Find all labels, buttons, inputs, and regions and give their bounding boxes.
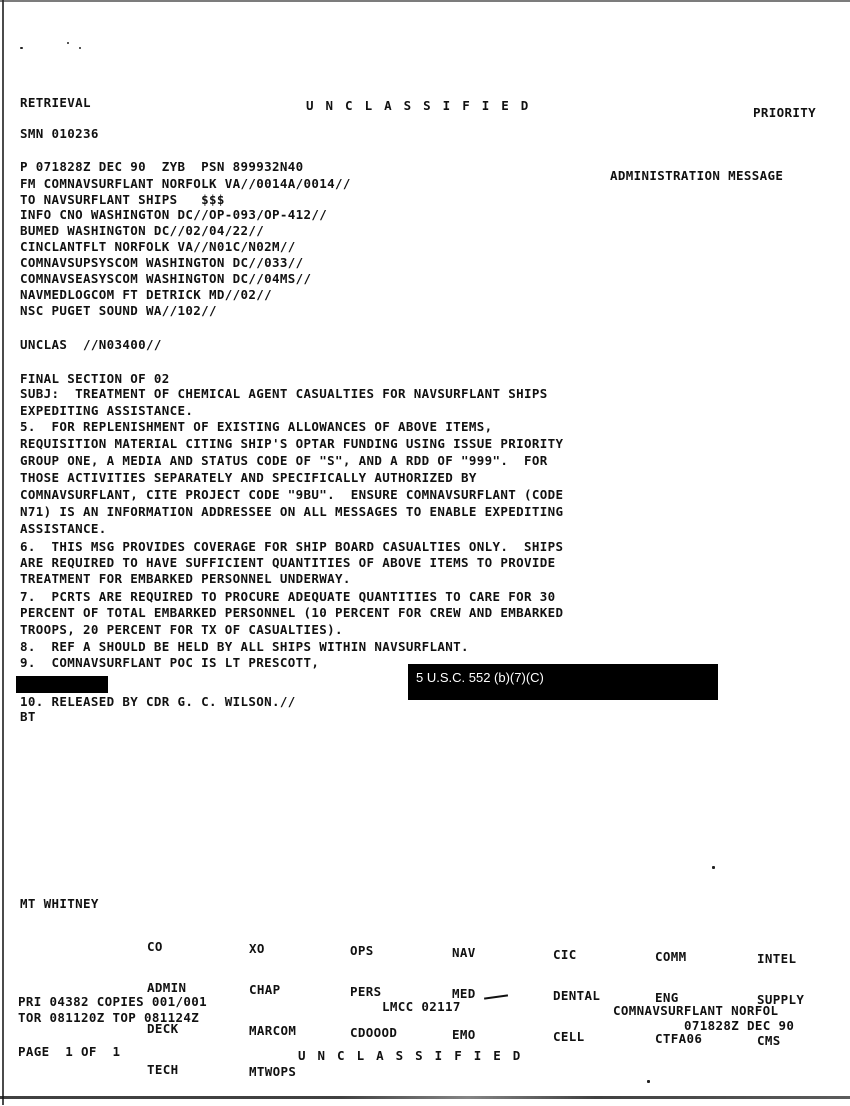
scan-speck (647, 1080, 650, 1083)
body-line: 8. REF A SHOULD BE HELD BY ALL SHIPS WITHIN NAVSURFLANT. (20, 639, 469, 654)
body-line: FINAL SECTION OF 02 (20, 371, 170, 386)
distribution-code: MTWOPS (249, 1063, 297, 1079)
distribution-ship: MT WHITNEY (20, 896, 99, 911)
bottom-scan-edge (0, 1096, 850, 1099)
distribution-code: INTEL (757, 951, 797, 967)
scan-speck (20, 47, 23, 49)
priority-copies-line: PRI 04382 COPIES 001/001 (18, 994, 208, 1009)
body-line: N71) IS AN INFORMATION ADDRESSEE ON ALL MESSAGES TO ENABLE EXPEDITING (20, 504, 564, 519)
classification-header: UNCLASSIFIED (306, 98, 541, 113)
distribution-code: OPS (350, 943, 374, 959)
distribution-column (553, 921, 600, 1071)
body-line: TREATMENT FOR EMBARKED PERSONNEL UNDERWAY. (20, 571, 351, 586)
unclas-line: UNCLAS //N03400// (20, 337, 162, 352)
body-line: ARE REQUIRED TO HAVE SUFFICIENT QUANTITIES OF ABOVE ITEMS TO PROVIDE (20, 555, 556, 570)
distribution-column (350, 917, 397, 1067)
body-line: ASSISTANCE. (20, 521, 107, 536)
distribution-code: CMS (757, 1032, 781, 1048)
top-border (0, 0, 850, 2)
distribution-column (655, 923, 702, 1073)
distribution-column (452, 919, 484, 1069)
distribution-code: CO (147, 939, 163, 955)
body-line: REQUISITION MATERIAL CITING SHIP'S OPTAR FUNDING USING ISSUE PRIORITY (20, 436, 564, 451)
body-line: TROOPS, 20 PERCENT FOR TX OF CASUALTIES). (20, 622, 343, 637)
retrieval-label: RETRIEVAL (20, 95, 91, 110)
routing-line: COMNAVSEASYSCOM WASHINGTON DC//04MS// (20, 271, 312, 286)
body-line: 6. THIS MSG PROVIDES COVERAGE FOR SHIP BOARD CASUALTIES ONLY. SHIPS (20, 539, 564, 554)
routing-line: FM COMNAVSURFLANT NORFOLK VA//0014A/0014// (20, 176, 351, 191)
body-line: 5. FOR REPLENISHMENT OF EXISTING ALLOWANCES OF ABOVE ITEMS, (20, 419, 493, 434)
body-line: COMNAVSURFLANT, CITE PROJECT CODE "9BU". ENSURE COMNAVSURFLANT (CODE (20, 487, 564, 502)
routing-line: INFO CNO WASHINGTON DC//OP-093/OP-412// (20, 207, 328, 222)
precedence-label: PRIORITY (753, 105, 817, 120)
body-line: PERCENT OF TOTAL EMBARKED PERSONNEL (10 PERCENT FOR CREW AND EMBARKED (20, 605, 564, 620)
tor-top-line: TOR 081120Z TOP 081124Z (18, 1010, 200, 1025)
serial-number: SMN 010236 (20, 126, 99, 141)
scan-speck (712, 866, 715, 869)
body-line: 7. PCRTS ARE REQUIRED TO PROCURE ADEQUATE QUANTITIES TO CARE FOR 30 (20, 589, 556, 604)
distribution-code: SUPPLY (757, 991, 805, 1007)
dtg-footer: 071828Z DEC 90 (684, 1018, 795, 1033)
routing-line: COMNAVSUPSYSCOM WASHINGTON DC//033// (20, 255, 304, 270)
distribution-code: ADMIN (147, 979, 187, 995)
body-line: 9. COMNAVSURFLANT POC IS LT PRESCOTT, (20, 655, 320, 670)
routing-line: NAVMEDLOGCOM FT DETRICK MD//02// (20, 287, 273, 302)
distribution-code: MARCOM (249, 1022, 297, 1038)
scan-speck (79, 47, 81, 49)
distribution-code: CELL (553, 1028, 585, 1044)
distribution-column (249, 915, 296, 1105)
body-line: THOSE ACTIVITIES SEPARATELY AND SPECIFICALLY AUTHORIZED BY (20, 470, 477, 485)
pen-mark (484, 994, 508, 999)
routing-line: TO NAVSURFLANT SHIPS $$$ (20, 192, 225, 207)
distribution-column (757, 925, 804, 1075)
distribution-code: CIC (553, 947, 577, 963)
distribution-code: PERS (350, 983, 382, 999)
body-line: EXPEDITING ASSISTANCE. (20, 403, 194, 418)
body-line: GROUP ONE, A MEDIA AND STATUS CODE OF "S", AND A RDD OF "999". FOR (20, 453, 548, 468)
distribution-code: DENTAL (553, 987, 601, 1003)
page-number: PAGE 1 OF 1 (18, 1044, 121, 1059)
distribution-code: EMO (452, 1026, 476, 1042)
message-type: ADMINISTRATION MESSAGE (610, 168, 784, 183)
distribution-code: CHAP (249, 981, 281, 997)
distribution-code: ENG (655, 989, 679, 1005)
break-marker: BT (20, 709, 36, 724)
body-line: SUBJ: TREATMENT OF CHEMICAL AGENT CASUALTIES FOR NAVSURFLANT SHIPS (20, 386, 548, 401)
redaction-exemption-label: 5 U.S.C. 552 (b)(7)(C) (416, 670, 544, 685)
distribution-code: MED (452, 985, 476, 1001)
redaction-bar-left (16, 676, 108, 693)
classification-footer: UNCLASSIFIED (298, 1048, 533, 1063)
distribution-code: TECH (147, 1061, 179, 1077)
lmcc-number: LMCC 02117 (382, 999, 461, 1014)
routing-line: CINCLANTFLT NORFOLK VA//N01C/N02M// (20, 239, 296, 254)
distribution-code: XO (249, 941, 265, 957)
originator-footer: COMNAVSURFLANT NORFOL (613, 1003, 779, 1018)
left-border (2, 0, 4, 1105)
distribution-code: CTFA06 (655, 1030, 703, 1046)
scan-speck (67, 42, 69, 44)
routing-line: BUMED WASHINGTON DC//02/04/22// (20, 223, 265, 238)
distribution-code: COMM (655, 949, 687, 965)
distribution-code: CDOOOD (350, 1024, 398, 1040)
distribution-code: NAV (452, 945, 476, 961)
released-line: 10. RELEASED BY CDR G. C. WILSON.// (20, 694, 296, 709)
distribution-code: DECK (147, 1020, 179, 1036)
routing-line: NSC PUGET SOUND WA//102// (20, 303, 217, 318)
dtg-line: P 071828Z DEC 90 ZYB PSN 899932N40 (20, 159, 304, 174)
